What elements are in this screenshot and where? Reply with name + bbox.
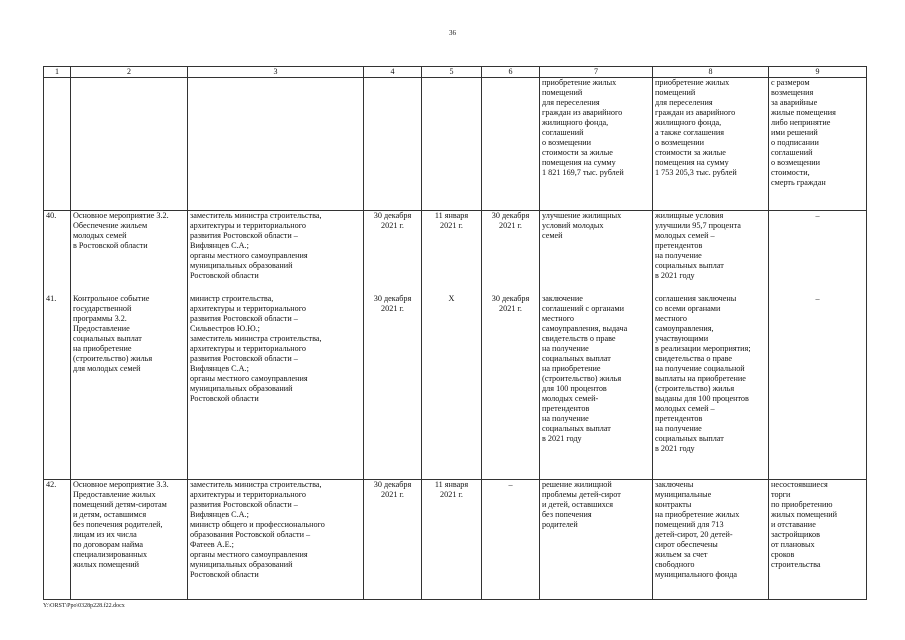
deviation-reason: с размером возмещения за аварийные жилые помещения либо непринятие ими решений о подписании соглашений о возмещении стоимости, смерть граждан [769, 78, 867, 211]
report-table [43, 66, 867, 600]
column-header: 2 [71, 67, 188, 78]
deviation-reason: – [769, 294, 867, 480]
table-row [44, 480, 867, 600]
responsible-person: заместитель министра строительства, архитектуры и территориального развития Ростовской области – Вифлянцев С.А.; органы местного самоуправления муниципальных образований Ростовской области [188, 211, 364, 294]
planned-result: заключение соглашений с органами местного самоуправления, выдача свидетельств о праве на получение социальных выплат на приобретение (строительство) жилья для 100 процентов молодых семей- претендентов на получение социальных выплат в 2021 году [540, 294, 653, 480]
responsible-person [188, 78, 364, 211]
activity-name: Контрольное событие государственной программы 3.2. Предоставление социальных выплат на приобретение (строительство) жилья для молодых семей [71, 294, 188, 480]
responsible-person: министр строительства, архитектуры и территориального развития Ростовской области – Сильвестров Ю.Ю.; заместитель министра строительства, архитектуры и территориального развития Ростовской области – Вифлянцев С.А.; органы местного самоуправления муниципальных образований Ростовской области [188, 294, 364, 480]
planned-result: приобретение жилых помещений для переселения граждан из аварийного жилищного фонда, соглашений о возмещении стоимости за жилые помещения на сумму 1 821 169,7 тыс. рублей [540, 78, 653, 211]
actual-result: заключены муниципальные контракты на приобретение жилых помещений для 713 детей-сирот, 20 детей- сирот обеспечены жильем за счет свободного муниципального фонда [653, 480, 769, 600]
planned-result: улучшение жилищных условий молодых семей [540, 211, 653, 294]
activity-name: Основное мероприятие 3.2. Обеспечение жильем молодых семей в Ростовской области [71, 211, 188, 294]
row-number [44, 78, 71, 211]
deviation-reason: несостоявшиеся торги по приобретению жилых помещений и отставание застройщиков от плановых сроков строительства [769, 480, 867, 600]
actual-end-date [482, 78, 540, 211]
table-row [44, 78, 867, 211]
planned-date: 30 декабря 2021 г. [364, 211, 422, 294]
page-number: 36 [449, 29, 456, 37]
planned-date [364, 78, 422, 211]
table-row [44, 211, 867, 294]
planned-result: решение жилищной проблемы детей-сирот и детей, оставшихся без попечения родителей [540, 480, 653, 600]
actual-start-date [422, 78, 482, 211]
column-header: 1 [44, 67, 71, 78]
actual-end-date: – [482, 480, 540, 600]
row-number: 40. [44, 211, 71, 294]
table-header-row [44, 67, 867, 78]
deviation-reason: – [769, 211, 867, 294]
table-row [44, 294, 867, 480]
activity-name [71, 78, 188, 211]
actual-end-date: 30 декабря 2021 г. [482, 211, 540, 294]
actual-start-date: 11 января 2021 г. [422, 480, 482, 600]
actual-result: соглашения заключены со всеми органами местного самоуправления, участвующими в реализации мероприятия; свидетельства о праве на получение социальной выплаты на приобретение (строительство) жилья выданы для 100 процентов молодых семей – претендентов на получение социальных выплат в 2021 году [653, 294, 769, 480]
planned-date: 30 декабря 2021 г. [364, 294, 422, 480]
column-header: 9 [769, 67, 867, 78]
actual-result: жилищные условия улучшили 95,7 процента молодых семей – претендентов на получение социальных выплат в 2021 году [653, 211, 769, 294]
row-number: 42. [44, 480, 71, 600]
activity-name: Основное мероприятие 3.3. Предоставление жилых помещений детям-сиротам и детям, оставшимся без попечения родителей, лицам из их числа по договорам найма специализированных жилых помещений [71, 480, 188, 600]
planned-date: 30 декабря 2021 г. [364, 480, 422, 600]
column-header: 6 [482, 67, 540, 78]
column-header: 8 [653, 67, 769, 78]
actual-result: приобретение жилых помещений для переселения граждан из аварийного жилищного фонда, а также соглашения о возмещении стоимости за жилые помещения на сумму 1 753 205,3 тыс. рублей [653, 78, 769, 211]
column-header: 3 [188, 67, 364, 78]
actual-start-date: X [422, 294, 482, 480]
responsible-person: заместитель министра строительства, архитектуры и территориального развития Ростовской области – Вифлянцев С.А.; министр общего и профессионального образования Ростовской области – Фатеев А.Е.; органы местного самоуправления муниципальных образований Ростовской области [188, 480, 364, 600]
actual-end-date: 30 декабря 2021 г. [482, 294, 540, 480]
column-header: 7 [540, 67, 653, 78]
document-path-footer: Y:\ORST\Ppo\0328p228.f22.docx [43, 603, 125, 609]
actual-start-date: 11 января 2021 г. [422, 211, 482, 294]
column-header: 4 [364, 67, 422, 78]
column-header: 5 [422, 67, 482, 78]
row-number: 41. [44, 294, 71, 480]
